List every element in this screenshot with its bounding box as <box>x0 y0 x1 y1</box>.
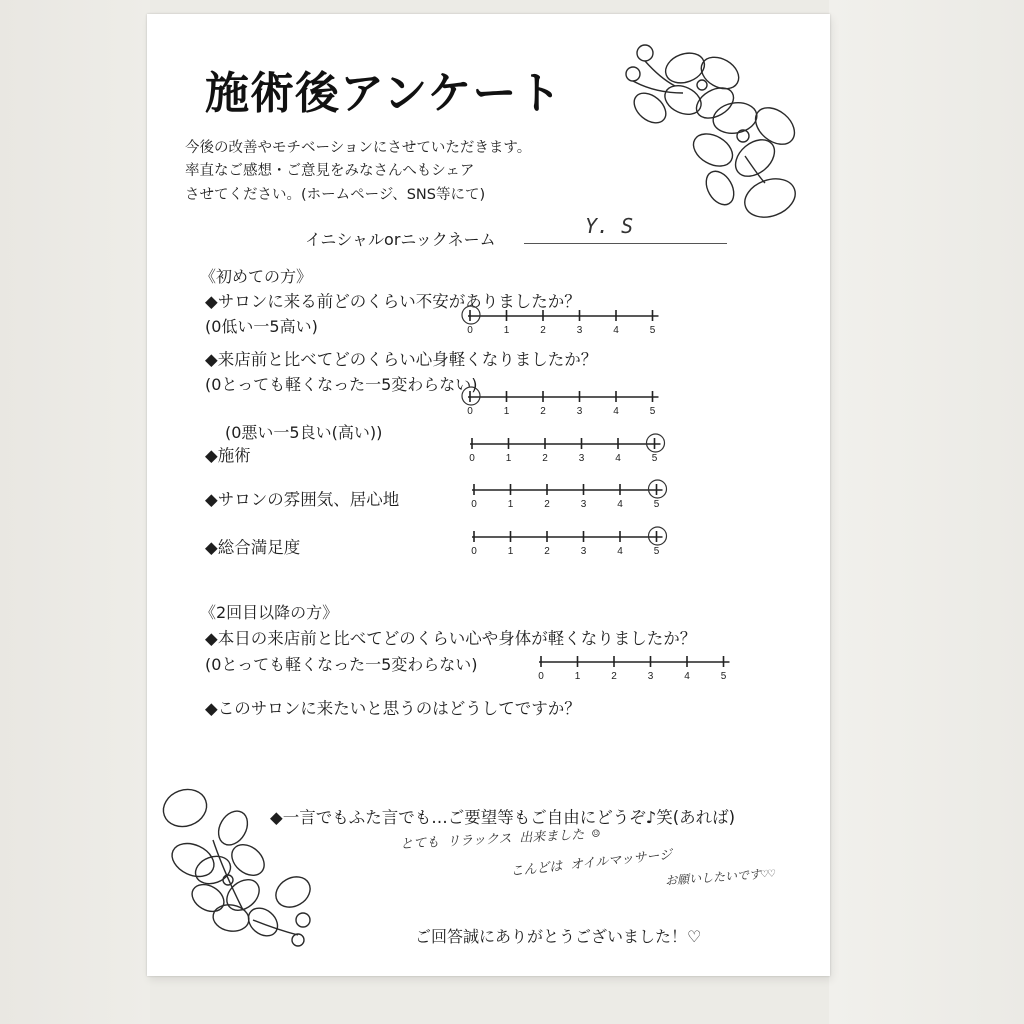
q1-scale-tick-label-3: 3 <box>576 325 583 336</box>
repeat-q1-scale[interactable] <box>531 652 741 682</box>
q1-scale-tick-label-4: 4 <box>613 325 619 336</box>
q4-scale-tick-label-2: 2 <box>544 499 550 510</box>
initial-label: イニシャルorニックネーム <box>305 230 496 249</box>
q5-scale-answer-circle <box>649 527 667 545</box>
q1-scale-tick-label-2: 2 <box>540 325 546 336</box>
q5-scale-tick-label-4: 4 <box>617 546 623 557</box>
repeat-q1-scale-tick-label-0: 0 <box>538 671 544 682</box>
background-left <box>0 0 150 1024</box>
repeat-q1-question: ◆本日の来店前と比べてどのくらい心や身体が軽くなりましたか？ <box>205 629 697 648</box>
q3-scale-tick-label-5: 5 <box>651 453 658 464</box>
q4-scale-tick-label-5: 5 <box>653 499 660 510</box>
q3-scale-tick-label-2: 2 <box>542 453 548 464</box>
q5-scale-tick-label-0: 0 <box>471 546 477 557</box>
q3-scale-tick-label-3: 3 <box>578 453 585 464</box>
closing-message: ご回答誠にありがとうございました！♡ <box>415 927 702 946</box>
q3-scale[interactable] <box>462 434 672 464</box>
q4-label: ◆サロンの雰囲気、居心地 <box>205 490 400 509</box>
q1-question: ◆サロンに来る前どのくらい不安がありましたか？ <box>205 292 581 311</box>
q2-scale-tick-label-2: 2 <box>540 406 546 417</box>
q2-scale-tick-label-5: 5 <box>649 406 656 417</box>
q1-scale-tick-label-0: 0 <box>467 325 473 336</box>
q3-scale-tick-label-4: 4 <box>615 453 621 464</box>
comment-handwritten-2[interactable]: こんどは オイルマッサージ <box>509 847 673 880</box>
q4-scale-tick-label-0: 0 <box>471 499 477 510</box>
q1-scale-tick-label-5: 5 <box>649 325 656 336</box>
rating-hint: (0悪い一5良い(高い)) <box>225 423 383 442</box>
flower-illustration-top <box>615 38 810 228</box>
repeat-heading: 《2回目以降の方》 <box>200 603 339 622</box>
q5-scale-tick-label-2: 2 <box>544 546 550 557</box>
q5-scale-tick-label-1: 1 <box>507 546 514 557</box>
intro-line-2: 率直なご感想・ご意見をみなさんへもシェア <box>185 163 475 179</box>
q3-label: ◆施術 <box>205 446 251 465</box>
q2-question: ◆来店前と比べてどのくらい心身軽くなりましたか？ <box>205 350 598 369</box>
comment-handwritten-1[interactable]: とても リラックス 出来ました ☺ <box>399 826 601 853</box>
q1-scale[interactable] <box>460 306 670 336</box>
repeat-q1-scale-tick-label-4: 4 <box>684 671 690 682</box>
q1-scale-answer-circle <box>462 306 480 324</box>
q3-scale-answer-circle <box>647 434 665 452</box>
intro-line-3: させてください。(ホームページ、SNS等にて) <box>185 187 486 203</box>
survey-title: 施術後アンケート <box>205 68 563 119</box>
q2-scale-tick-label-4: 4 <box>613 406 619 417</box>
q4-scale-tick-label-3: 3 <box>580 499 587 510</box>
q2-scale-tick-label-3: 3 <box>576 406 583 417</box>
q1-scale-tick-label-1: 1 <box>503 325 510 336</box>
comment-prompt: ◆一言でもふた言でも…ご要望等もご自由にどうぞ♪笑(あれば) <box>270 808 736 827</box>
q3-scale-tick-label-1: 1 <box>505 453 512 464</box>
q5-scale-tick-label-5: 5 <box>653 546 660 557</box>
background-right <box>829 0 1024 1024</box>
comment-handwritten-3[interactable]: お願いしたいです♡♡ <box>664 866 776 888</box>
repeat-q1-scale-tick-label-2: 2 <box>611 671 617 682</box>
q1-hint: (0低い一5高い) <box>205 317 318 336</box>
q2-scale-answer-circle <box>462 387 480 405</box>
q5-scale[interactable] <box>464 527 674 557</box>
q2-scale-tick-label-1: 1 <box>503 406 510 417</box>
repeat-q1-scale-tick-label-1: 1 <box>574 671 581 682</box>
initial-underline <box>524 243 727 244</box>
q2-scale-tick-label-0: 0 <box>467 406 473 417</box>
q4-scale-tick-label-4: 4 <box>617 499 623 510</box>
repeat-q1-hint: (0とっても軽くなった一5変わらない) <box>205 655 478 674</box>
initial-value[interactable]: Y. S <box>585 214 634 238</box>
q2-hint: (0とっても軽くなった一5変わらない) <box>205 375 478 394</box>
q3-scale-tick-label-0: 0 <box>469 453 475 464</box>
q4-scale-tick-label-1: 1 <box>507 499 514 510</box>
q5-scale-tick-label-3: 3 <box>580 546 587 557</box>
q4-scale[interactable] <box>464 480 674 510</box>
q5-label: ◆総合満足度 <box>205 538 301 557</box>
repeat-q2-question: ◆このサロンに来たいと思うのはどうしてですか？ <box>205 699 581 718</box>
q2-scale[interactable] <box>460 387 670 417</box>
intro-line-1: 今後の改善やモチベーションにさせていただきます。 <box>185 140 532 156</box>
repeat-q1-scale-tick-label-3: 3 <box>647 671 654 682</box>
repeat-q1-scale-tick-label-5: 5 <box>720 671 727 682</box>
first-time-heading: 《初めての方》 <box>200 267 313 286</box>
q4-scale-answer-circle <box>649 480 667 498</box>
